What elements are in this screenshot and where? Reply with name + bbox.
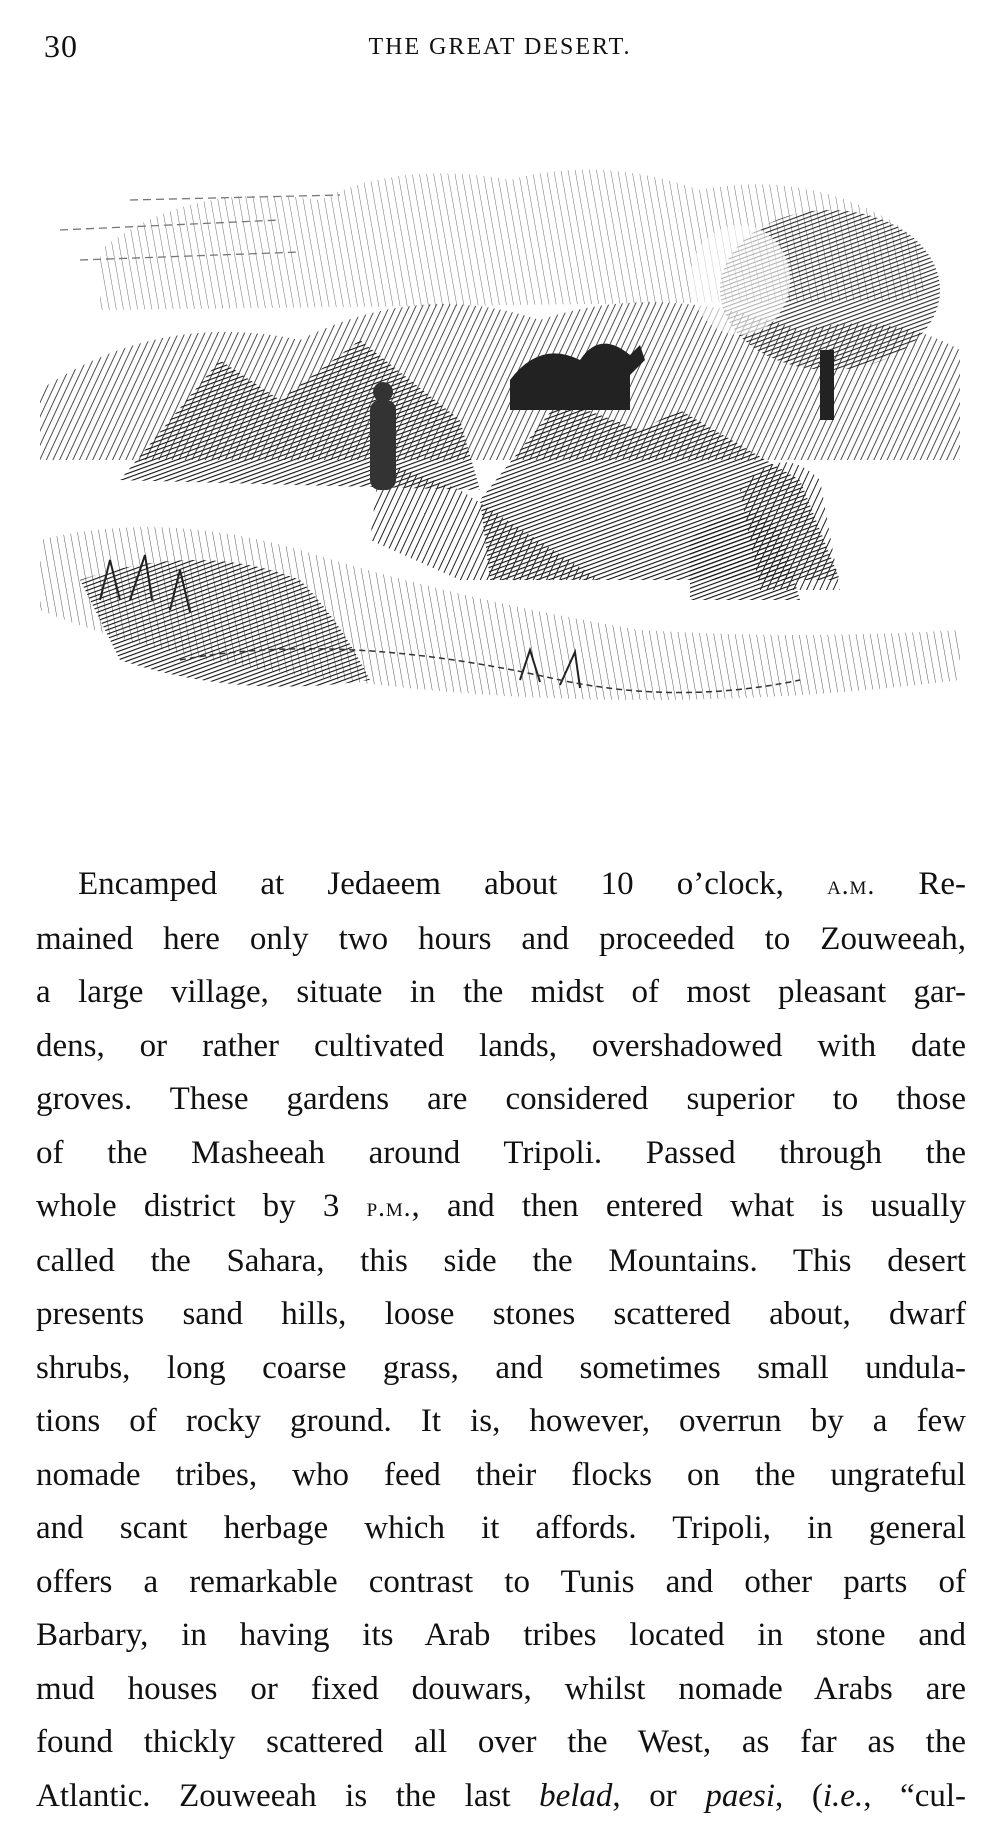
text-run: offers a remarkable contrast to Tunis and other parts of: [36, 1564, 966, 1600]
text-run: paesi: [705, 1778, 775, 1814]
running-head: THE GREAT DESERT.: [0, 34, 1000, 61]
text-run: called the Sahara, this side the Mountains. This desert: [36, 1243, 966, 1279]
text-line: [36, 1342, 966, 1396]
text-run: dens, or rather cultivated lands, overshadowed with date: [36, 1028, 966, 1064]
text-line: [36, 1395, 966, 1449]
text-run: shrubs, long coarse grass, and sometimes small undula-: [36, 1350, 966, 1386]
text-line: [36, 1663, 966, 1717]
text-line: [36, 1180, 966, 1235]
text-line: [36, 1073, 966, 1127]
text-run: Encamped at Jedaeem about 10 o’clock,: [78, 866, 827, 902]
text-run: Re-: [875, 866, 966, 902]
page-header: [0, 28, 1000, 68]
text-run: mud houses or fixed douwars, whilst nomade Arabs are: [36, 1671, 966, 1707]
text-run: , (: [775, 1778, 823, 1814]
text-run: mained here only two hours and proceeded to Zouweeah,: [36, 921, 966, 957]
text-run: Barbary, in having its Arab tribes located in stone and: [36, 1617, 966, 1653]
text-line: [36, 913, 966, 967]
text-run: a large village, situate in the midst of most pleasant gar-: [36, 974, 966, 1010]
text-run: presents sand hills, loose stones scattered about, dwarf: [36, 1296, 966, 1332]
text-run: and scant herbage which it affords. Tripoli, in general: [36, 1510, 966, 1546]
text-run: , and then entered what is usually: [412, 1188, 966, 1224]
body-paragraph: [36, 858, 966, 1823]
text-run: , or: [612, 1778, 705, 1814]
text-run: tions of rocky ground. It is, however, overrun by a few: [36, 1403, 966, 1439]
text-line: [36, 1288, 966, 1342]
text-run: i.e.: [823, 1778, 863, 1814]
text-line: [36, 1609, 966, 1663]
text-line: [36, 1556, 966, 1610]
text-run: nomade tribes, who feed their flocks on the ungrateful: [36, 1457, 966, 1493]
text-run: p.m.: [367, 1192, 412, 1222]
text-run: found thickly scattered all over the West, as far as the: [36, 1724, 966, 1760]
text-line: [36, 1449, 966, 1503]
text-run: groves. These gardens are considered superior to those: [36, 1081, 966, 1117]
text-line: [36, 966, 966, 1020]
desert-encampment-engraving-icon: [40, 160, 960, 770]
text-line: [36, 1716, 966, 1770]
text-line: [36, 1770, 966, 1823]
text-run: Atlantic. Zouweeah is the last: [36, 1778, 539, 1814]
text-run: , “cul-: [863, 1778, 966, 1814]
page-number: 30: [44, 28, 78, 65]
text-run: belad: [539, 1778, 612, 1814]
text-line: [36, 858, 966, 913]
text-run: whole district by 3: [36, 1188, 367, 1224]
text-run: a.m.: [827, 870, 875, 900]
text-line: [36, 1127, 966, 1181]
text-line: [36, 1020, 966, 1074]
text-line: [36, 1235, 966, 1289]
text-line: [36, 1502, 966, 1556]
text-run: of the Masheeah around Tripoli. Passed through the: [36, 1135, 966, 1171]
